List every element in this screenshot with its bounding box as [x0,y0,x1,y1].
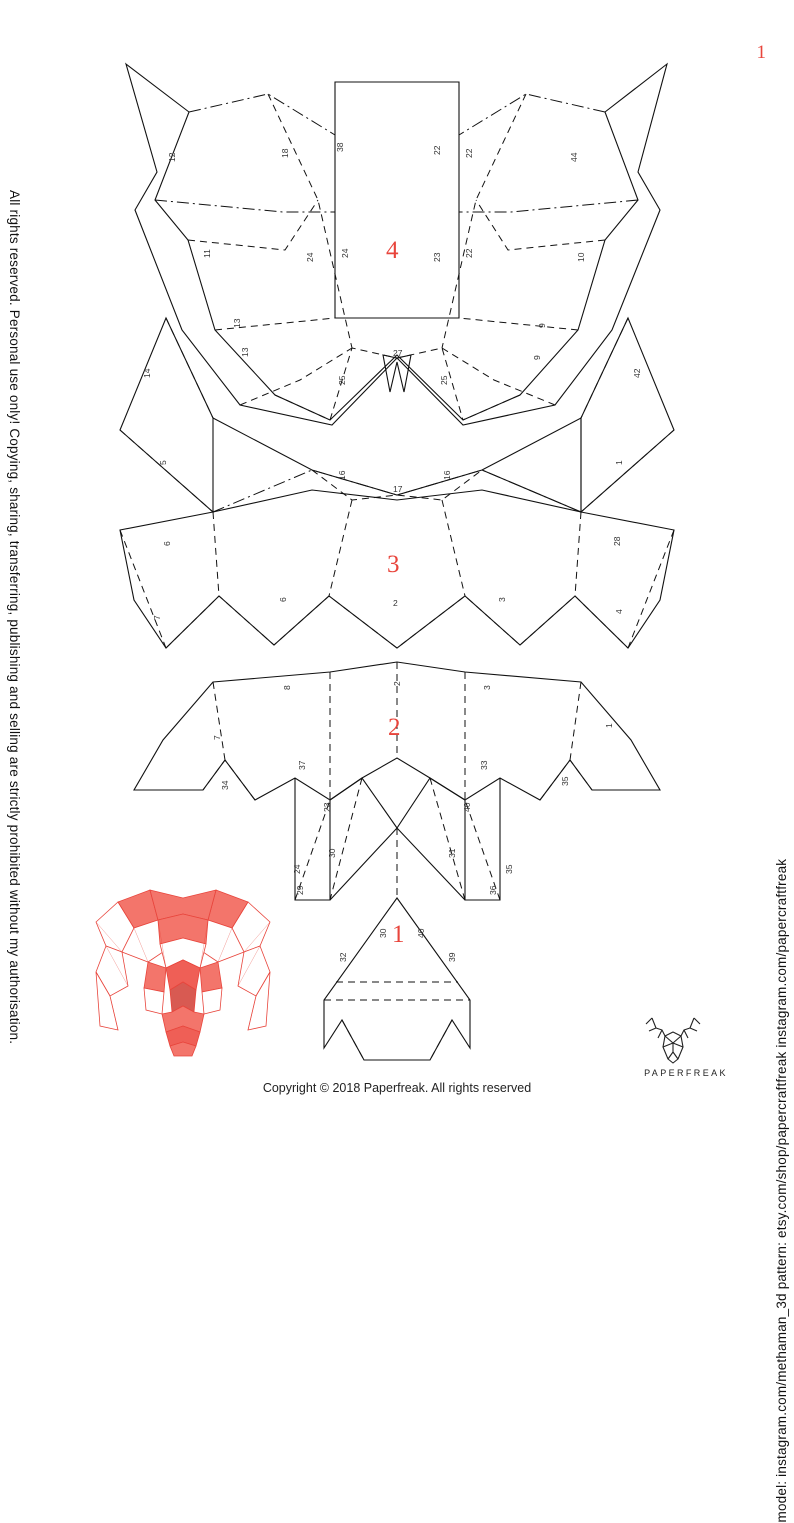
svg-text:39: 39 [447,952,457,962]
svg-text:6: 6 [162,541,172,546]
svg-text:16: 16 [442,470,452,480]
svg-text:7: 7 [152,615,162,620]
svg-text:7: 7 [212,735,222,740]
svg-text:34: 34 [220,780,230,790]
svg-text:44: 44 [569,152,579,162]
svg-text:25: 25 [439,375,449,385]
model-preview-thumbnail [88,880,278,1060]
svg-text:22: 22 [464,248,474,258]
svg-text:31: 31 [447,848,457,858]
svg-text:35: 35 [504,864,514,874]
svg-text:1: 1 [614,460,624,465]
svg-text:29: 29 [295,885,305,895]
page-number: 1 [756,42,766,63]
svg-text:25: 25 [337,375,347,385]
svg-text:8: 8 [282,685,292,690]
svg-text:2: 2 [388,714,401,741]
svg-text:18: 18 [280,148,290,158]
svg-text:36: 36 [488,885,498,895]
piece-2-shape [134,662,660,900]
svg-text:14: 14 [142,368,152,378]
svg-text:2: 2 [392,681,402,686]
svg-text:13: 13 [232,318,242,328]
svg-text:16: 16 [337,470,347,480]
svg-text:40: 40 [416,928,426,938]
copyright-notice-left: All rights reserved. Personal use only! Copying, sharing, transferring, publishing and selling are strictly prohibited without my authorisation. [7,190,22,1045]
svg-text:4: 4 [614,609,624,614]
brand-name: PAPERFREAK [644,1068,728,1078]
svg-text:3: 3 [387,551,400,578]
svg-text:13: 13 [240,347,250,357]
svg-text:30: 30 [378,928,388,938]
svg-text:35: 35 [560,776,570,786]
svg-text:23: 23 [322,802,332,812]
svg-text:1: 1 [604,723,614,728]
svg-text:9: 9 [537,323,547,328]
svg-text:6: 6 [278,597,288,602]
piece-4-shape [126,64,667,425]
deer-head-icon [638,1014,708,1066]
svg-text:24: 24 [305,252,315,262]
svg-text:24: 24 [340,248,350,258]
svg-text:9: 9 [532,355,542,360]
credits-text: model: instagram.com/methaman_3d pattern: etsy.com/shop/papercraftfreak instagram.com/papercraftfreak [774,858,789,1523]
svg-text:23: 23 [432,252,442,262]
brand-logo [638,1014,734,1078]
svg-text:32: 32 [338,952,348,962]
piece-1-shape [324,898,470,1060]
svg-text:2: 2 [393,598,398,608]
svg-text:3: 3 [497,597,507,602]
svg-text:17: 17 [393,484,403,494]
svg-text:12: 12 [167,152,177,162]
svg-text:10: 10 [576,252,586,262]
svg-text:33: 33 [479,760,489,770]
svg-text:38: 38 [335,142,345,152]
svg-text:37: 37 [297,760,307,770]
svg-text:24: 24 [292,864,302,874]
svg-text:30: 30 [327,848,337,858]
svg-text:3: 3 [482,685,492,690]
svg-text:28: 28 [612,536,622,546]
svg-text:27: 27 [393,348,403,358]
svg-text:22: 22 [432,145,442,155]
footer-copyright: Copyright © 2018 Paperfreak. All rights reserved [262,1081,532,1095]
svg-text:40: 40 [462,802,472,812]
svg-text:5: 5 [158,460,168,465]
svg-text:11: 11 [202,249,212,258]
svg-text:4: 4 [386,237,399,264]
svg-text:22: 22 [464,148,474,158]
piece-3-shape [120,318,674,648]
svg-text:1: 1 [392,921,405,948]
svg-text:42: 42 [632,368,642,378]
